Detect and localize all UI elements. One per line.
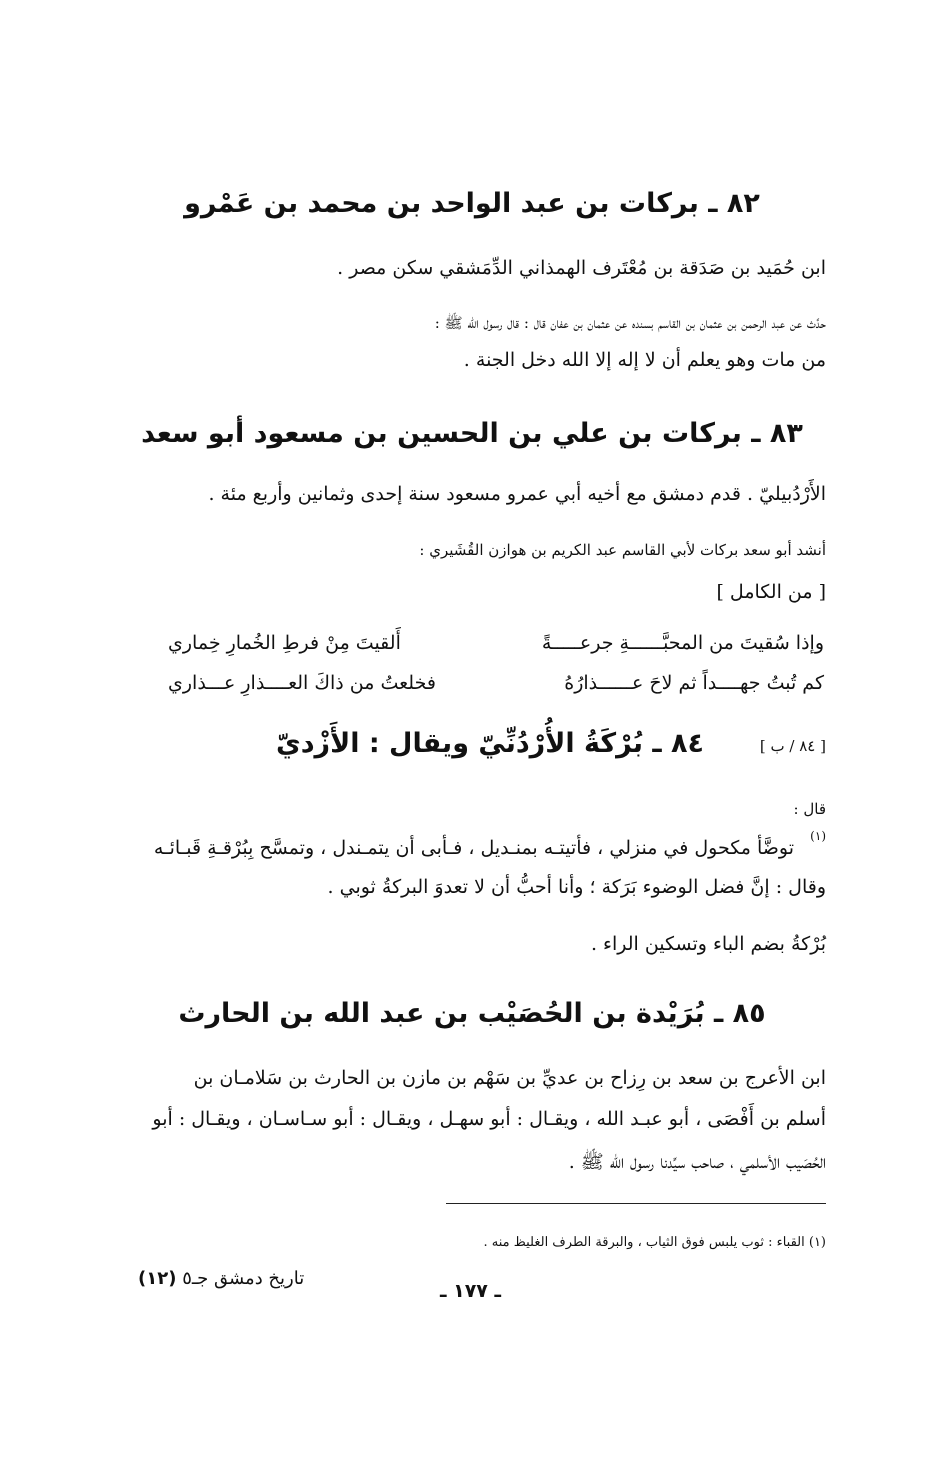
- book-reference: [138, 1268, 304, 1289]
- entry-83-line-1: الأَرْدُبيليّ . قدم دمشق مع أخيه أبي عمرو مسعود سنة إحدى وثمانين وأربع مئة .: [208, 483, 826, 505]
- entry-82-line-1: ابن حُمَيد بن صَدَقة بن مُعْتَرف الهمذاني الدِّمَشقي سكن مصر .: [337, 257, 826, 279]
- verse-2-second-hemistich: فخلعتُ من ذاكَ العــــذارِ عـــذاري: [168, 672, 436, 694]
- verse-1-second-hemistich: أَلقيتَ مِنْ فرطِ الخُمارِ خِماري: [168, 632, 401, 654]
- book-title: تاريخ دمشق جـ٥: [182, 1268, 305, 1289]
- entry-83-meter: [ من الكامل ]: [716, 581, 826, 603]
- entry-84-line-3: وقال : إنَّ فضل الوضوء بَرَكة ؛ وأنا أحبُّ أن لا تعدوَ البركةُ ثوبي .: [327, 876, 826, 898]
- entry-83-heading: ٨٣ ـ بركات بن علي بن الحسين بن مسعود أبو سعد: [141, 418, 803, 449]
- entry-82-line-2: حدَّث عن عبد الرحمن بن عثمان بن القاسم بسنده عن عثمان بن عفان قال : قال رسول الله ﷺ :: [434, 314, 826, 332]
- entry-84-line-2: توضَّأ مكحول في منزلي ، فأتيتـه بمنـديل ، فـأبى أن يتمـندل ، وتمسَّح بِبُرْقـةِ قَبـائـه: [153, 837, 794, 859]
- entry-85-line-3: الحُصَيب الأسلمي ، صاحب سيِّدنا رسول الله ﷺ .: [568, 1151, 826, 1173]
- entry-84-heading: ٨٤ ـ بُرْكَةُ الأُرْدُنِّيّ ويقال : الأَزْديّ: [275, 728, 704, 759]
- volume-number: (١٢): [138, 1268, 177, 1289]
- entry-82-line-3: من مات وهو يعلم أن لا إله إلا الله دخل الجنة .: [463, 349, 826, 371]
- entry-84-line-4: بُرْكةُ بضم الباء وتسكين الراء .: [590, 933, 826, 955]
- entry-83-line-2: أنشد أبو سعد بركات لأبي القاسم عبد الكريم بن هوازن القُشَيري :: [419, 541, 826, 559]
- page-number: ـ ١٧٧ ـ: [440, 1280, 502, 1302]
- manuscript-folio-note: [ ٨٤ / ب ]: [759, 737, 826, 755]
- verse-1-first-hemistich: وإذا سُقيتَ من المحبَّــــــةِ جرعـــــةً: [541, 632, 824, 654]
- footnote-separator: [446, 1203, 826, 1204]
- entry-85-line-1: ابن الأعرج بن سعد بن رِزاح بن عديِّ بن سَهْم بن مازن بن الحارث بن سَلامـان بن: [193, 1067, 826, 1089]
- entry-85-heading: ٨٥ ـ بُرَيْدة بن الحُصَيْب بن عبد الله بن الحارث: [178, 998, 766, 1029]
- verse-2-first-hemistich: كم تُبتُ جهــــداً ثم لاحَ عــــــذارُهُ: [564, 672, 824, 694]
- footnote-reference: (١): [810, 829, 826, 843]
- entry-84-line-1: قال :: [793, 800, 826, 818]
- footnote-text: (١) القباء : ثوب يلبس فوق الثياب ، والبرقة الطرف الغليظ منه .: [483, 1235, 826, 1250]
- entry-82-heading: ٨٢ ـ بركات بن عبد الواحد بن محمد بن عَمْرو: [184, 188, 760, 219]
- entry-85-line-2: أسلم بن أَفْصَى ، أبو عبـد الله ، ويقـال : أبو سهـل ، ويقـال : أبو سـاسـان ، ويقـال : أبو: [152, 1108, 826, 1130]
